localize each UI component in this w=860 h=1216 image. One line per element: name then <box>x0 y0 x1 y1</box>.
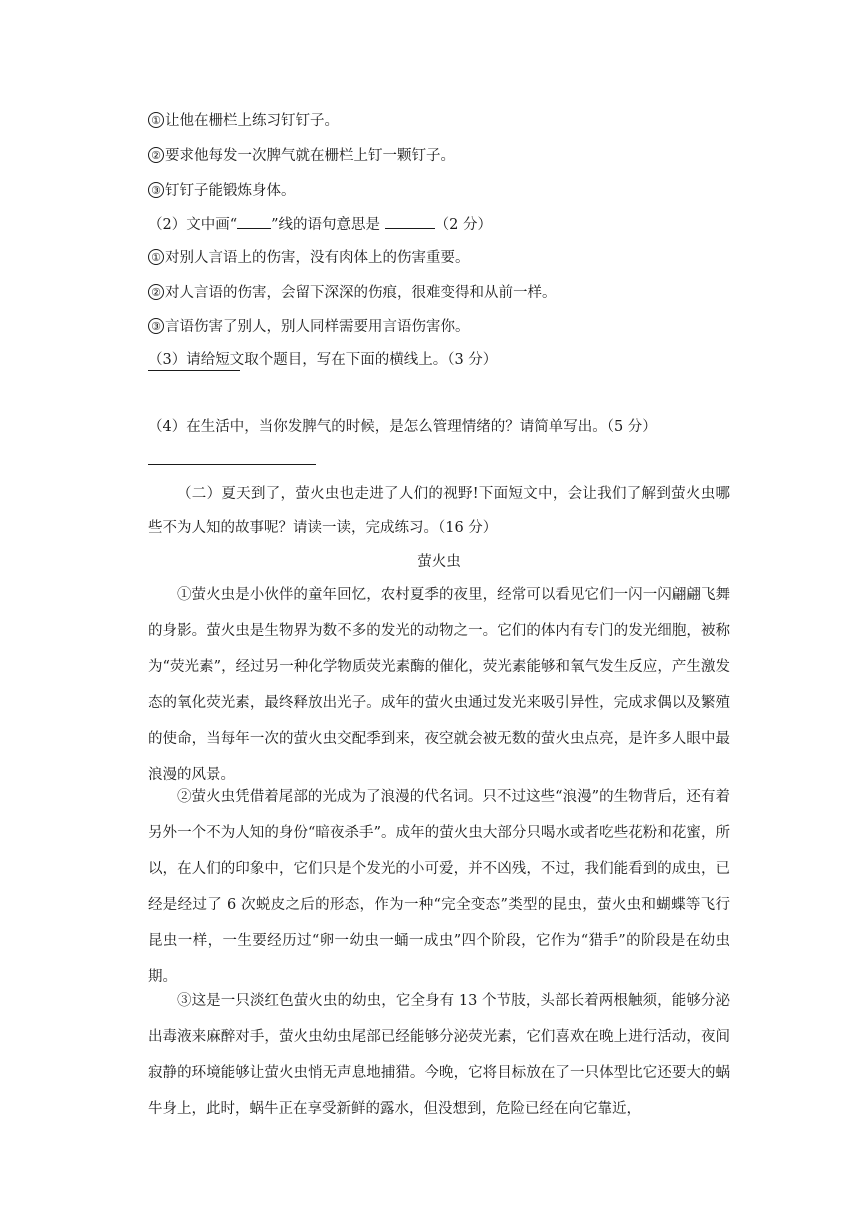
paragraph-3: ③这是一只淡红色萤火虫的幼虫，它全身有 13 个节肢，头部长着两根触须，能够分泌出毒液来麻醉对手，萤火虫幼虫尾部已经能够分泌荧光素，它们喜欢在晚上进行活动，夜间寂静的环境能够让萤火虫悄无声息地捕猎。今晚，它将目标放在了一只体型比它还要大的蜗牛身上，此时，蜗牛正在享受新鲜的露水，但没想到，危险已经在向它靠近， <box>148 993 730 1117</box>
question-2 <box>148 214 492 235</box>
paragraph-2: ②萤火虫凭借着尾部的光成为了浪漫的代名词。只不过这些“浪漫”的生物背后，还有着另外一个不为人知的身份“暗夜杀手”。成年的萤火虫大部分只喝水或者吃些花粉和花蜜，所以，在人们的印象中，它们只是个发光的小可爱，并不凶残，不过，我们能看到的成虫，已经是经过了 6 次蜕皮之后的形态，作为一种“完全变态”类型的昆虫，萤火虫和蝴蝶等飞行昆虫一样，一生要经历过“卵一幼虫一蛹一成虫”四个阶段，它作为“猎手”的阶段是在幼虫期。 <box>148 789 730 985</box>
q2-suffix: （2 分） <box>434 217 493 233</box>
option-text: 言语伤害了别人，别人同样需要用言语伤害你。 <box>165 319 470 335</box>
article-title: 萤火虫 <box>417 554 461 570</box>
option-text: 对别人言语上的伤害，没有肉体上的伤害重要。 <box>165 250 470 266</box>
underline-sample <box>237 214 271 229</box>
answer-line-q4[interactable] <box>148 464 316 465</box>
option-text: 要求他每发一次脾气就在栅栏上钉一颗钉子。 <box>165 148 455 164</box>
q2-prefix: （2）文中画“ <box>148 217 238 233</box>
option-number: ① <box>148 112 164 128</box>
q1-option-1 <box>148 111 339 131</box>
question-4: （4）在生活中，当你发脾气的时候，是怎么管理情绪的？请简单写出。（5 分） <box>148 419 657 435</box>
section-2-intro: （二）夏天到了，萤火虫也走进了人们的视野!下面短文中，会让我们了解到萤火虫哪些不为人知的故事呢？请读一读，完成练习。（16 分） <box>148 486 730 536</box>
option-text: 钉钉子能锻炼身体。 <box>165 183 296 199</box>
option-text: 让他在栅栏上练习钉钉子。 <box>165 113 339 129</box>
option-number: ② <box>148 147 164 163</box>
option-text: 对人言语的伤害，会留下深深的伤痕，很难变得和从前一样。 <box>165 285 557 301</box>
paragraph-1: ①萤火虫是小伙伴的童年回忆，农村夏季的夜里，经常可以看见它们一闪一闪翩翩飞舞的身影。萤火虫是生物界为数不多的发光的动物之一。它们的体内有专门的发光细胞，被称为“荧光素”，经过另一种化学物质荧光素酶的催化，荧光素能够和氧气发生反应，产生激发态的氧化荧光素，最终释放出光子。成年的萤火虫通过发光来吸引异性，完成求偶以及繁殖的使命，当每年一次的萤火虫交配季到来，夜空就会被无数的萤火虫点亮，是许多人眼中最浪漫的风景。 <box>148 587 730 783</box>
q1-option-2 <box>148 146 455 166</box>
q1-option-3 <box>148 181 296 201</box>
option-number: ② <box>148 284 164 300</box>
answer-blank[interactable] <box>385 214 435 229</box>
option-number: ③ <box>148 318 164 334</box>
q2-option-1 <box>148 248 470 268</box>
question-3: （3）请给短文取个题目，写在下面的横线上。（3 分） <box>148 352 498 368</box>
option-number: ③ <box>148 182 164 198</box>
answer-line-q3[interactable] <box>148 370 240 371</box>
option-number: ① <box>148 249 164 265</box>
q2-mid: ”线的语句意思是 <box>271 217 381 233</box>
q2-option-3 <box>148 317 470 337</box>
q2-option-2 <box>148 283 557 303</box>
